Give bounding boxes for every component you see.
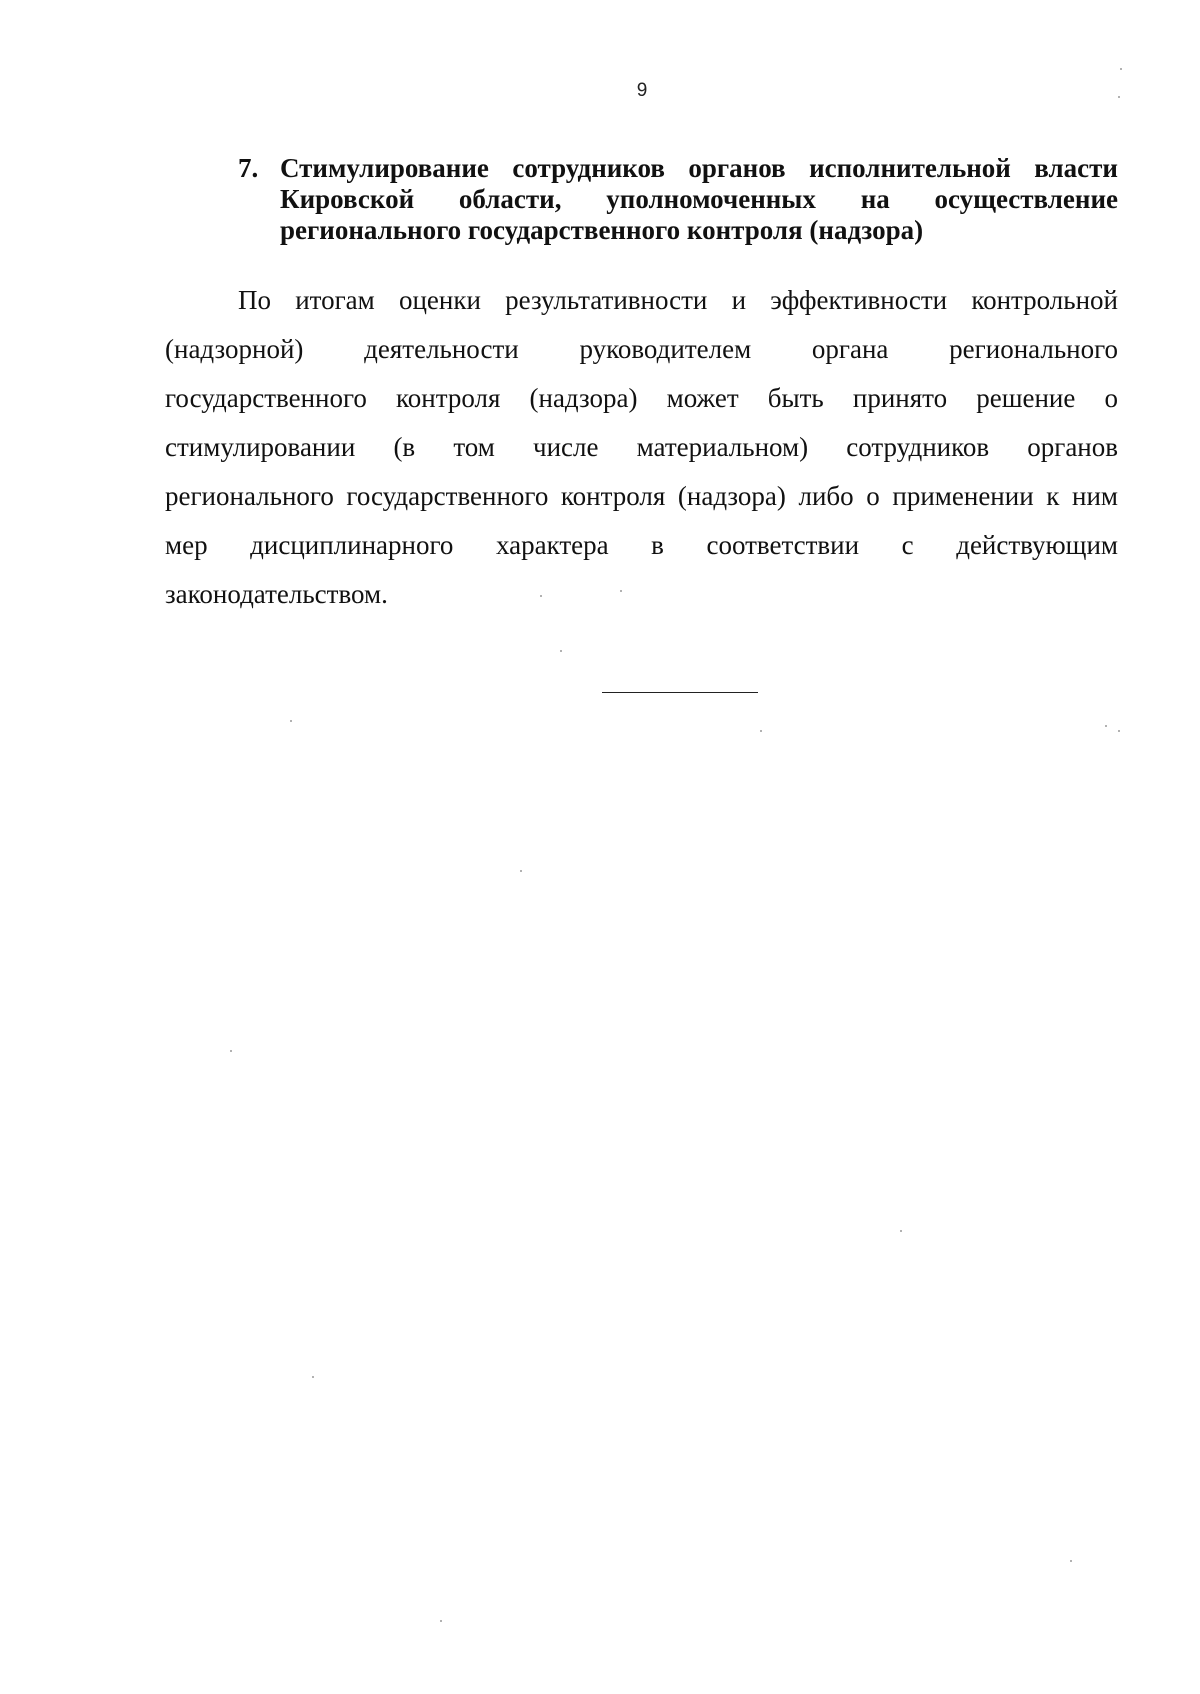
scan-speck xyxy=(1120,68,1122,70)
scan-speck xyxy=(520,870,522,872)
paragraph-line: мер дисциплинарного характера в соответствии с действующим xyxy=(165,530,1118,560)
paragraph-line: По итогам оценки результативности и эффективности контрольной xyxy=(238,285,1118,315)
scan-speck xyxy=(1105,725,1107,727)
paragraph-line: государственного контроля (надзора) может быть принято решение о xyxy=(165,383,1118,413)
section-heading-line: Кировской области, уполномоченных на осуществление xyxy=(280,184,1118,214)
paragraph-line: законодательством. xyxy=(165,579,388,609)
section-heading-line: Стимулирование сотрудников органов исполнительной власти xyxy=(280,153,1118,183)
body-paragraph xyxy=(165,276,1118,619)
scan-speck xyxy=(560,650,562,652)
end-of-text-rule xyxy=(602,692,758,693)
scan-speck xyxy=(290,720,292,722)
section-heading-text xyxy=(280,153,1118,246)
page-number: 9 xyxy=(636,80,648,101)
scan-speck xyxy=(312,1376,314,1378)
section-heading-line: регионального государственного контроля (надзора) xyxy=(280,215,924,245)
paragraph-line: стимулировании (в том числе материальном) сотрудников органов xyxy=(165,432,1118,462)
scan-speck xyxy=(620,590,622,592)
scan-speck xyxy=(440,1620,442,1622)
scan-speck xyxy=(1118,730,1120,732)
scan-speck xyxy=(1118,96,1120,98)
section-heading xyxy=(238,153,1118,246)
scan-speck xyxy=(230,1050,232,1052)
scan-speck xyxy=(900,1230,902,1232)
scan-speck xyxy=(760,730,762,732)
scan-speck xyxy=(1070,1560,1072,1562)
scan-speck xyxy=(540,595,542,597)
section-number: 7. xyxy=(238,153,259,183)
paragraph-line: (надзорной) деятельности руководителем органа регионального xyxy=(165,334,1118,364)
paragraph-line: регионального государственного контроля (надзора) либо о применении к ним xyxy=(165,481,1118,511)
